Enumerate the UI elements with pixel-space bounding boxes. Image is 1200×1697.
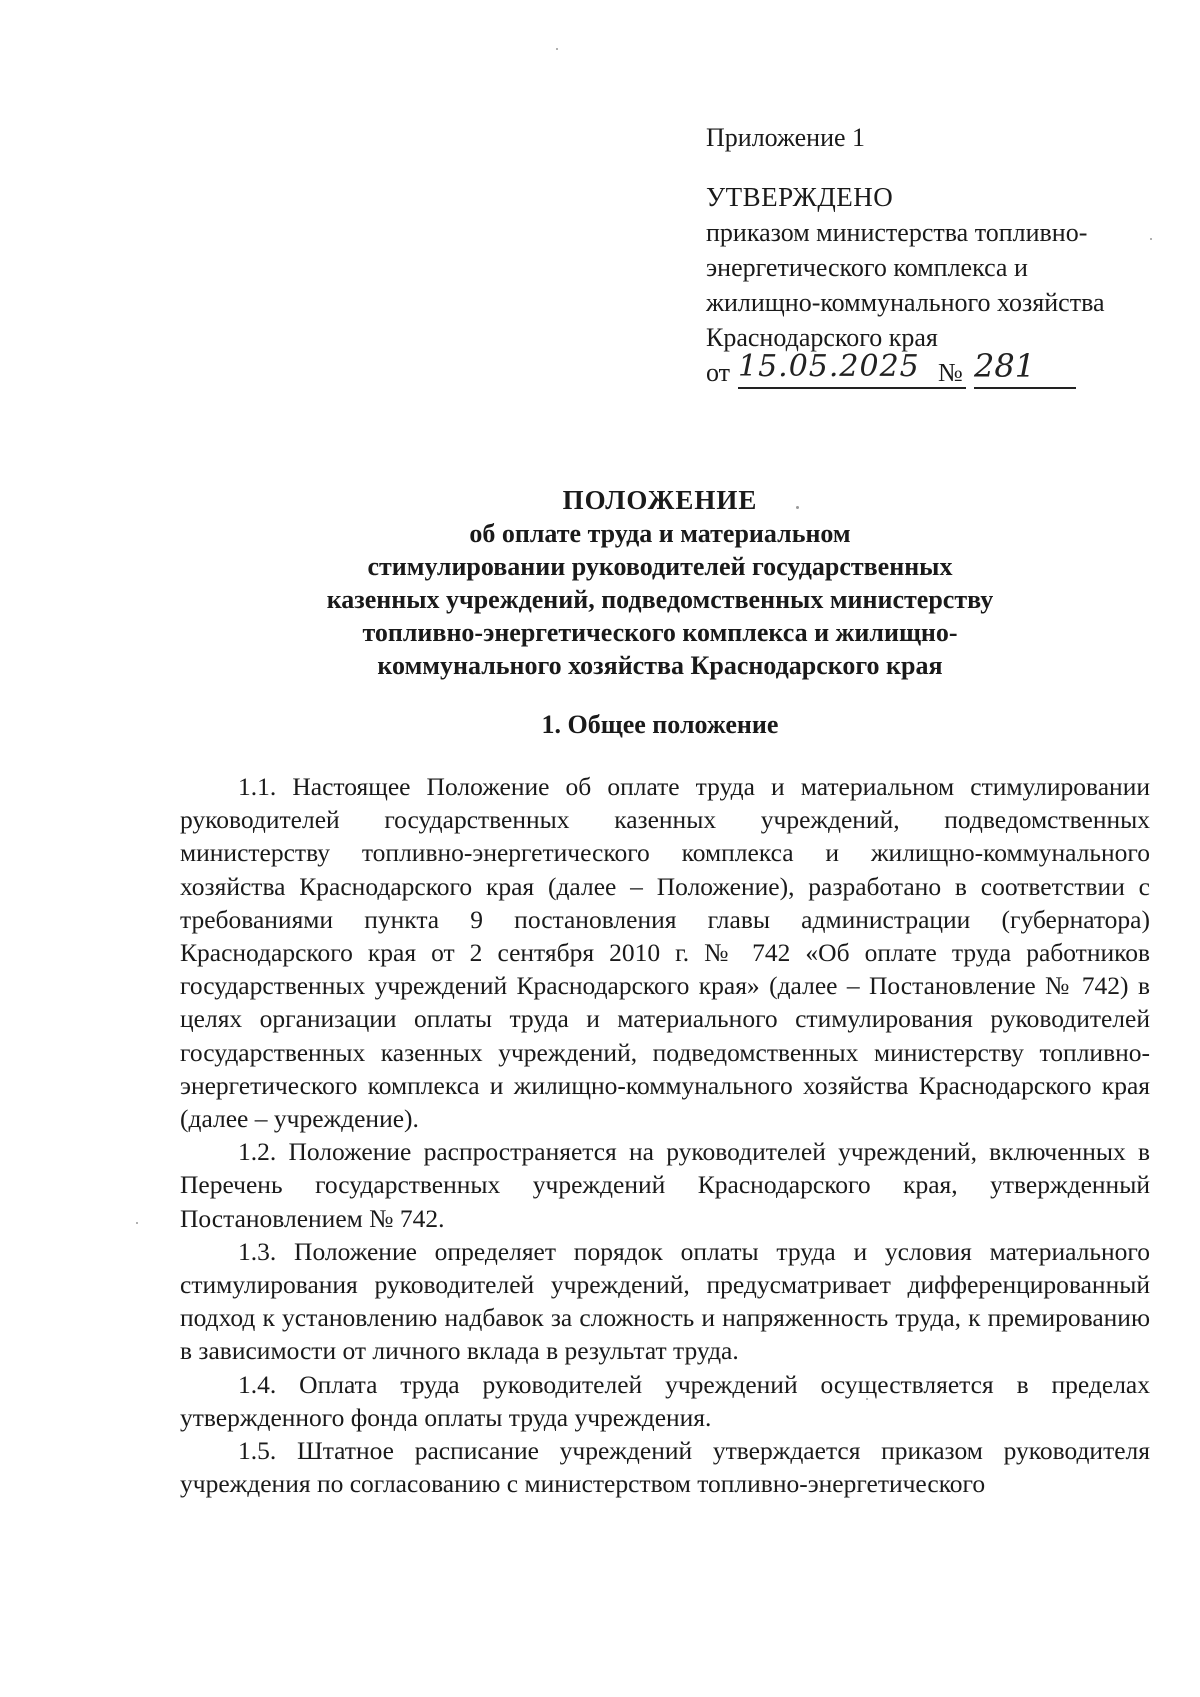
approved-heading: УТВЕРЖДЕНО: [706, 182, 894, 212]
paragraph-1-1: 1.1. Настоящее Положение об оплате труда и материальном стимулировании руководителей государственных казенных учреждений, подведомственных министерству топливно-энергетического комплекса и жилищно-коммунального хозяйства Краснодарского края (далее – Положение), разработано в соответствии с требованиями пункта 9 постановления главы администрации (губернатора) Краснодарского края от 2 сентября 2010 г. № 742 «Об оплате труда работников государственных учреждений Краснодарского края» (далее – Постановление № 742) в целях организации оплаты труда и материального стимулирования руководителей государственных казенных учреждений, подведомственных министерству топливно-энергетического комплекса и жилищно-коммунального хозяйства Краснодарского края (далее – учреждение).: [180, 772, 1150, 1134]
title-line: казенных учреждений, подведомственных министерству: [326, 585, 994, 614]
paragraph-1-2: 1.2. Положение распространяется на руководителей учреждений, включенных в Перечень государственных учреждений Краснодарского края, утвержденный Постановлением № 742.: [180, 1137, 1150, 1233]
paragraph-1-5: 1.5. Штатное расписание учреждений утверждается приказом руководителя учреждения по согласованию с министерством топливно-энергетического: [180, 1436, 1150, 1499]
handwritten-date: 15.05.2025: [738, 349, 966, 389]
approval-line: жилищно-коммунального хозяйства: [706, 288, 1105, 317]
document-body: [180, 770, 1150, 1500]
paragraph-1-4: 1.4. Оплата труда руководителей учреждений осуществляется в пределах утвержденного фонда оплаты труда учреждения.: [180, 1369, 1150, 1432]
scan-speck: [136, 1222, 138, 1224]
title-heading: ПОЛОЖЕНИЕ: [562, 485, 758, 515]
appendix-label: Приложение 1: [706, 123, 866, 152]
title-line: коммунального хозяйства Краснодарского края: [377, 651, 943, 680]
title-line: топливно-энергетического комплекса и жилищно-: [362, 618, 958, 647]
number-prefix: №: [938, 358, 963, 387]
title-line: об оплате труда и материальном: [469, 519, 851, 548]
section-heading: 1. Общее положение: [541, 710, 779, 739]
title-line: стимулировании руководителей государственных: [367, 552, 953, 581]
paragraph-1-3: 1.3. Положение определяет порядок оплаты труда и условия материального стимулирования руководителей учреждений, предусматривает дифференцированный подход к установлению надбавок за сложность и напряженность труда, к премированию в зависимости от личного вклада в результат труда.: [180, 1236, 1150, 1366]
approval-line: энергетического комплекса и: [706, 253, 1028, 282]
handwritten-number: 281: [974, 349, 1076, 389]
approval-line: Краснодарского края: [706, 323, 938, 352]
document-title: [180, 484, 1140, 682]
scan-speck: [556, 48, 558, 50]
approval-line: приказом министерства топливно-: [706, 218, 1088, 247]
approval-block: [706, 120, 1166, 395]
date-prefix: от: [706, 358, 731, 387]
order-date-line: [706, 347, 1166, 395]
